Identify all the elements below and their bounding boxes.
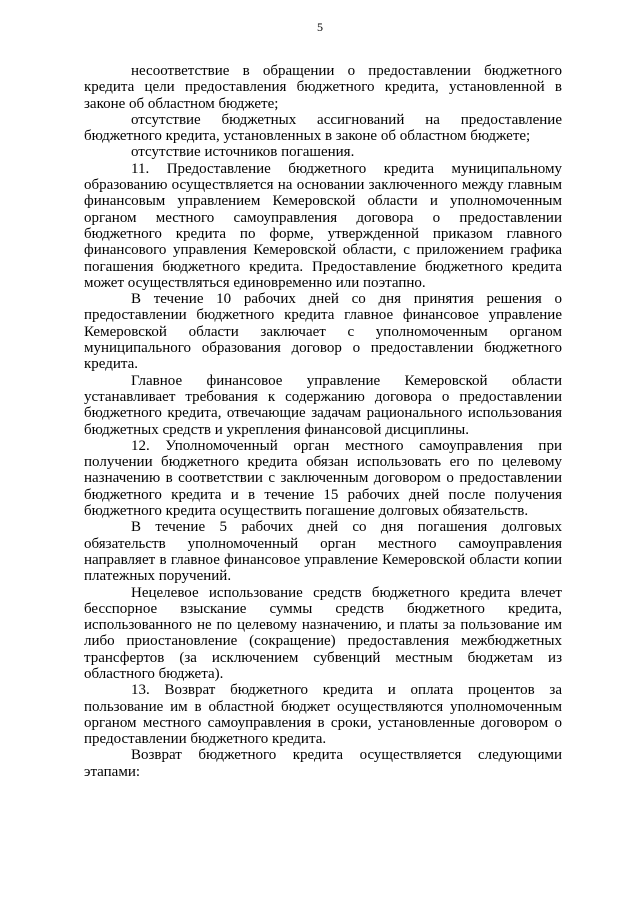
paragraph-4: 11. Предоставление бюджетного кредита муниципальному образованию осуществляется на основании заключенного между главным финансовым управлением Кемеровской области и уполномоченным органом местного самоуправления договора о предоставлении бюджетного кредита по форме, утвержденной приказом главного финансового управления Кемеровской области, с приложением графика погашения бюджетного кредита. Предоставление бюджетного кредита может осуществляться единовременно или поэтапно. (84, 160, 562, 291)
paragraph-11: Возврат бюджетного кредита осуществляется следующими этапами: (84, 747, 562, 780)
document-body (84, 63, 562, 780)
paragraph-6: Главное финансовое управление Кемеровской области устанавливает требования к содержанию договора о предоставлении бюджетного кредита, отвечающие задачам рационального использования бюджетных средств и укрепления финансовой дисциплины. (84, 372, 562, 438)
paragraph-8: В течение 5 рабочих дней со дня погашения долговых обязательств уполномоченный орган местного самоуправления направляет в главное финансовое управление Кемеровской области копии платежных поручений. (84, 519, 562, 585)
paragraph-9: Нецелевое использование средств бюджетного кредита влечет бесспорное взыскание суммы средств бюджетного кредита, использованного не по целевому назначению, и платы за пользование им либо приостановление (сокращение) предоставления межбюджетных трансфертов (за исключением субвенций местным бюджетам из областного бюджета). (84, 584, 562, 682)
paragraph-1: несоответствие в обращении о предоставлении бюджетного кредита цели предоставления бюджетного кредита, установленной в законе об областном бюджете; (84, 63, 562, 112)
page-number: 5 (317, 20, 323, 34)
paragraph-10: 13. Возврат бюджетного кредита и оплата процентов за пользование им в областной бюджет осуществляются уполномоченным органом местного самоуправления в сроки, установленные договором о предоставлении бюджетного кредита. (84, 682, 562, 748)
paragraph-7: 12. Уполномоченный орган местного самоуправления при получении бюджетного кредита обязан использовать его по целевому назначению в соответствии с заключенным договором о предоставлении бюджетного кредита и в течение 15 рабочих дней после получения бюджетного кредита осуществить погашение долговых обязательств. (84, 437, 562, 520)
paragraph-3: отсутствие источников погашения. (131, 144, 355, 161)
paragraph-5: В течение 10 рабочих дней со дня принятия решения о предоставлении бюджетного кредита главное финансовое управление Кемеровской области заключает с уполномоченным органом муниципального образования договор о предоставлении бюджетного кредита. (84, 291, 562, 373)
paragraph-2: отсутствие бюджетных ассигнований на предоставление бюджетного кредита, установленных в законе об областном бюджете; (84, 111, 562, 145)
